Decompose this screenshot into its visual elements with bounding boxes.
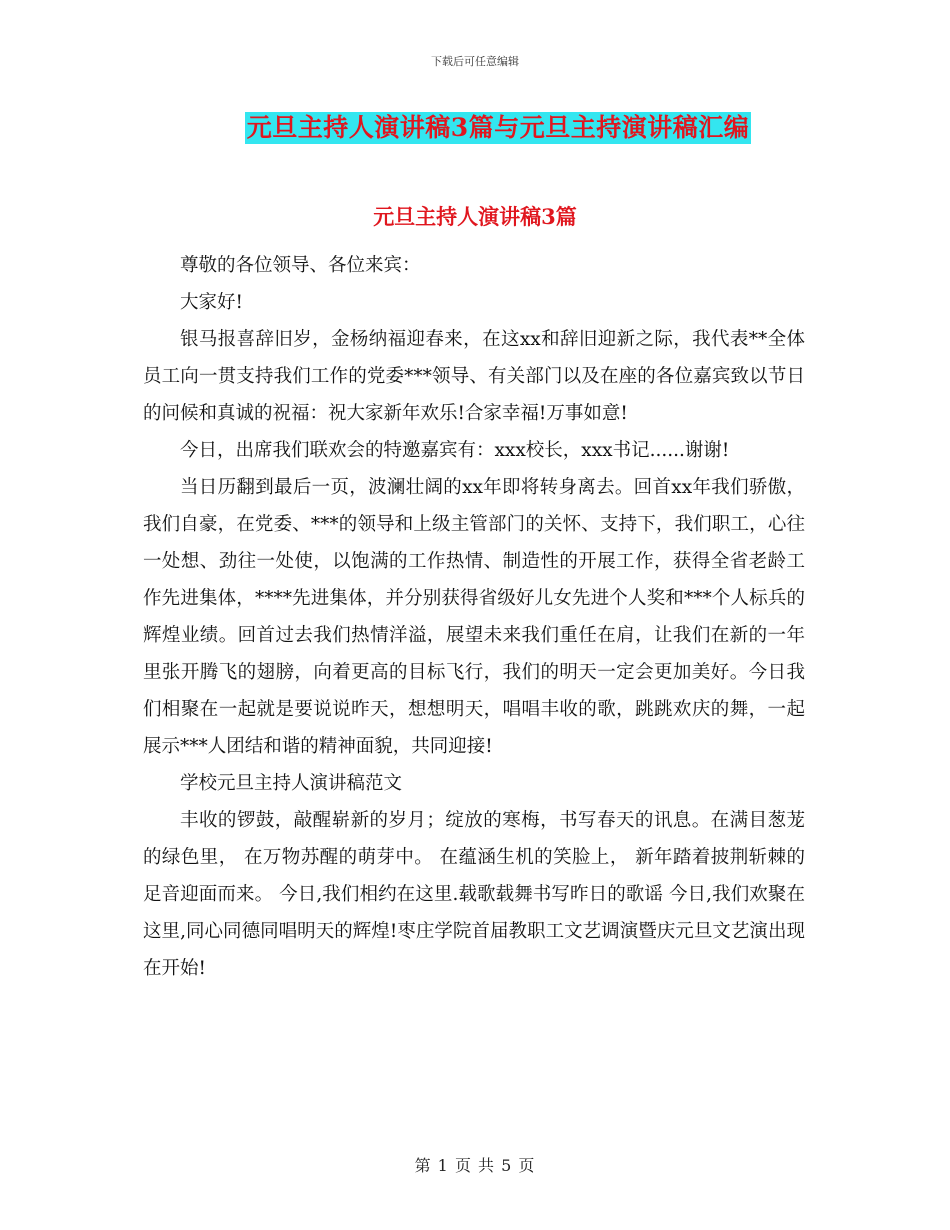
section-title: 元旦主持人演讲稿3篇 <box>373 204 577 229</box>
header-note: 下载后可任意编辑 <box>431 55 519 68</box>
paragraph-hello: 大家好! <box>180 292 243 313</box>
document-title-container <box>0 112 950 144</box>
document-body <box>143 247 805 987</box>
document-title: 元旦主持人演讲稿3篇与元旦主持演讲稿汇编 <box>246 113 750 142</box>
page-number: 第 1 页 共 5 页 <box>414 1156 536 1175</box>
paragraph: 当日历翻到最后一页，波澜壮阔的xx年即将转身离去。回首xx年我们骄傲，我们自豪，在党委、***的领导和上级主管部门的关怀、支持下，我们职工，心往一处想、劲往一处使，以饱满的工作热情、制造性的开展工作，获得全省老龄工作先进集体，****先进集体，并分别获得省级好儿女先进个人奖和***个人标兵的辉煌业绩。回首过去我们热情洋溢，展望未来我们重任在肩，让我们在新的一年里张开腾飞的翅膀，向着更高的目标飞行，我们的明天一定会更加美好。今日我们相聚在一起就是要说说昨天，想想明天，唱唱丰收的歌，跳跳欢庆的舞，一起展示***人团结和谐的精神面貌，共同迎接! <box>143 477 805 757</box>
paragraph-greeting: 尊敬的各位领导、各位来宾： <box>180 255 421 276</box>
paragraph-subheading: 学校元旦主持人演讲稿范文 <box>180 773 403 794</box>
paragraph: 银马报喜辞旧岁，金杨纳福迎春来，在这xx和辞旧迎新之际，我代表**全体员工向一贯支持我们工作的党委***领导、有关部门以及在座的各位嘉宾致以节日的问候和真诚的祝福：祝大家新年欢乐!合家幸福!万事如意! <box>143 329 805 424</box>
paragraph: 今日，出席我们联欢会的特邀嘉宾有：xxx校长，xxx书记......谢谢! <box>180 440 730 461</box>
paragraph: 丰收的锣鼓，敲醒崭新的岁月；绽放的寒梅，书写春天的讯息。在满目葱茏的绿色里， 在万物苏醒的萌芽中。 在蕴涵生机的笑脸上， 新年踏着披荆斩棘的足音迎面而来。 今日,我们相约在这里.载歌载舞书写昨日的歌谣 今日,我们欢聚在这里,同心同德同唱明天的辉煌!枣庄学院首届教职工文艺调演暨庆元旦文艺演出现在开始! <box>143 810 805 979</box>
